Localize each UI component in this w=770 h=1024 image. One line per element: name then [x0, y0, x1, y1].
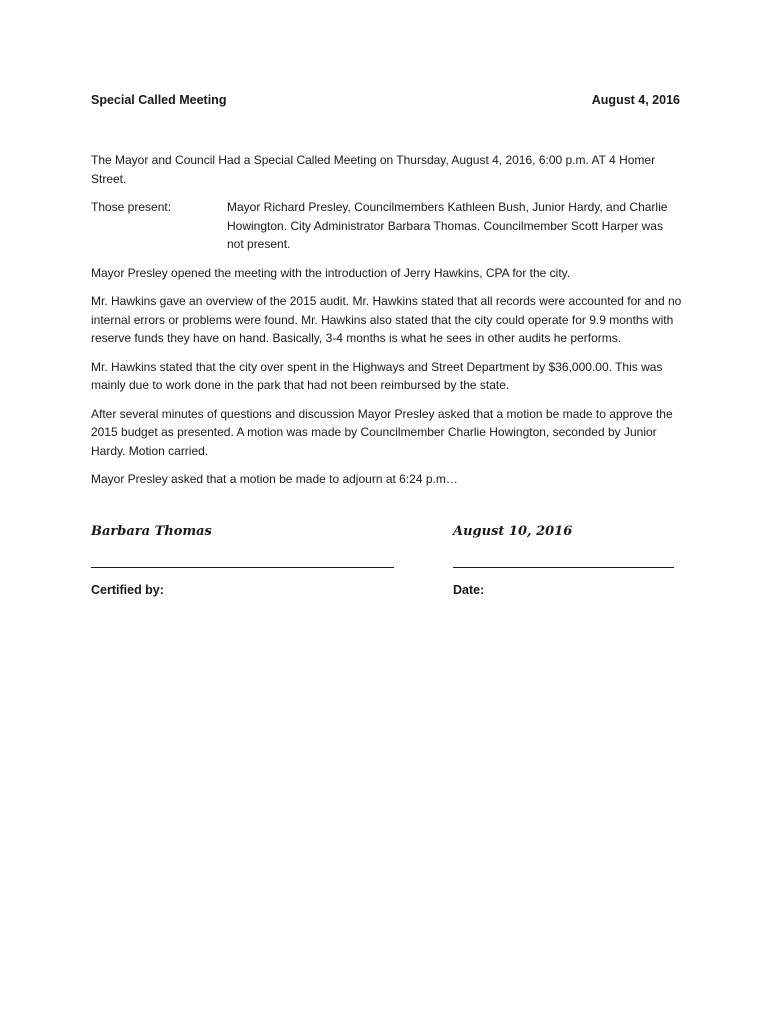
- document-header: [91, 93, 680, 107]
- attendance-row: [91, 198, 683, 254]
- meeting-title: Special Called Meeting: [91, 93, 227, 107]
- date-label: Date:: [453, 583, 485, 597]
- present-label: Those present:: [91, 200, 172, 214]
- minutes-body: [91, 151, 683, 499]
- signature-name: Barbara Thomas: [91, 524, 212, 539]
- overspent-paragraph: Mr. Hawkins stated that the city over spent in the Highways and Street Department by $36,000.00. This was mainly due to work done in the park that had not been reimbursed by the state.: [91, 359, 663, 392]
- adjourn-paragraph: Mayor Presley asked that a motion be made to adjourn at 6:24 p.m…: [91, 472, 458, 486]
- date-line: [453, 567, 674, 568]
- opening-paragraph: Mayor Presley opened the meeting with the introduction of Jerry Hawkins, CPA for the city.: [91, 265, 571, 280]
- audit-paragraph: Mr. Hawkins gave an overview of the 2015 audit. Mr. Hawkins stated that all records were accounted for and no internal errors or problems were found. Mr. Hawkins also stated that the city could operate for 9.9 months with reserve funds they have on hand. Basically, 3-4 months is what he sees in other audits he performs.: [91, 294, 682, 345]
- signature-line: [91, 567, 394, 568]
- signature-date: August 10, 2016: [453, 524, 573, 539]
- present-names: Mayor Richard Presley, Councilmembers Kathleen Bush, Junior Hardy, and Charlie Howington. City Administrator Barbara Thomas. Councilmember Scott Harper was not present.: [227, 200, 668, 251]
- meeting-date: August 4, 2016: [591, 93, 680, 107]
- intro-paragraph: The Mayor and Council Had a Special Called Meeting on Thursday, August 4, 2016, 6:00 p.m. AT 4 Homer Street.: [91, 153, 656, 186]
- certified-by-label: Certified by:: [91, 583, 164, 597]
- motion-paragraph: After several minutes of questions and discussion Mayor Presley asked that a motion be made to approve the 2015 budget as presented. A motion was made by Councilmember Charlie Howington, seconded by Junior Hardy. Motion carried.: [91, 406, 673, 458]
